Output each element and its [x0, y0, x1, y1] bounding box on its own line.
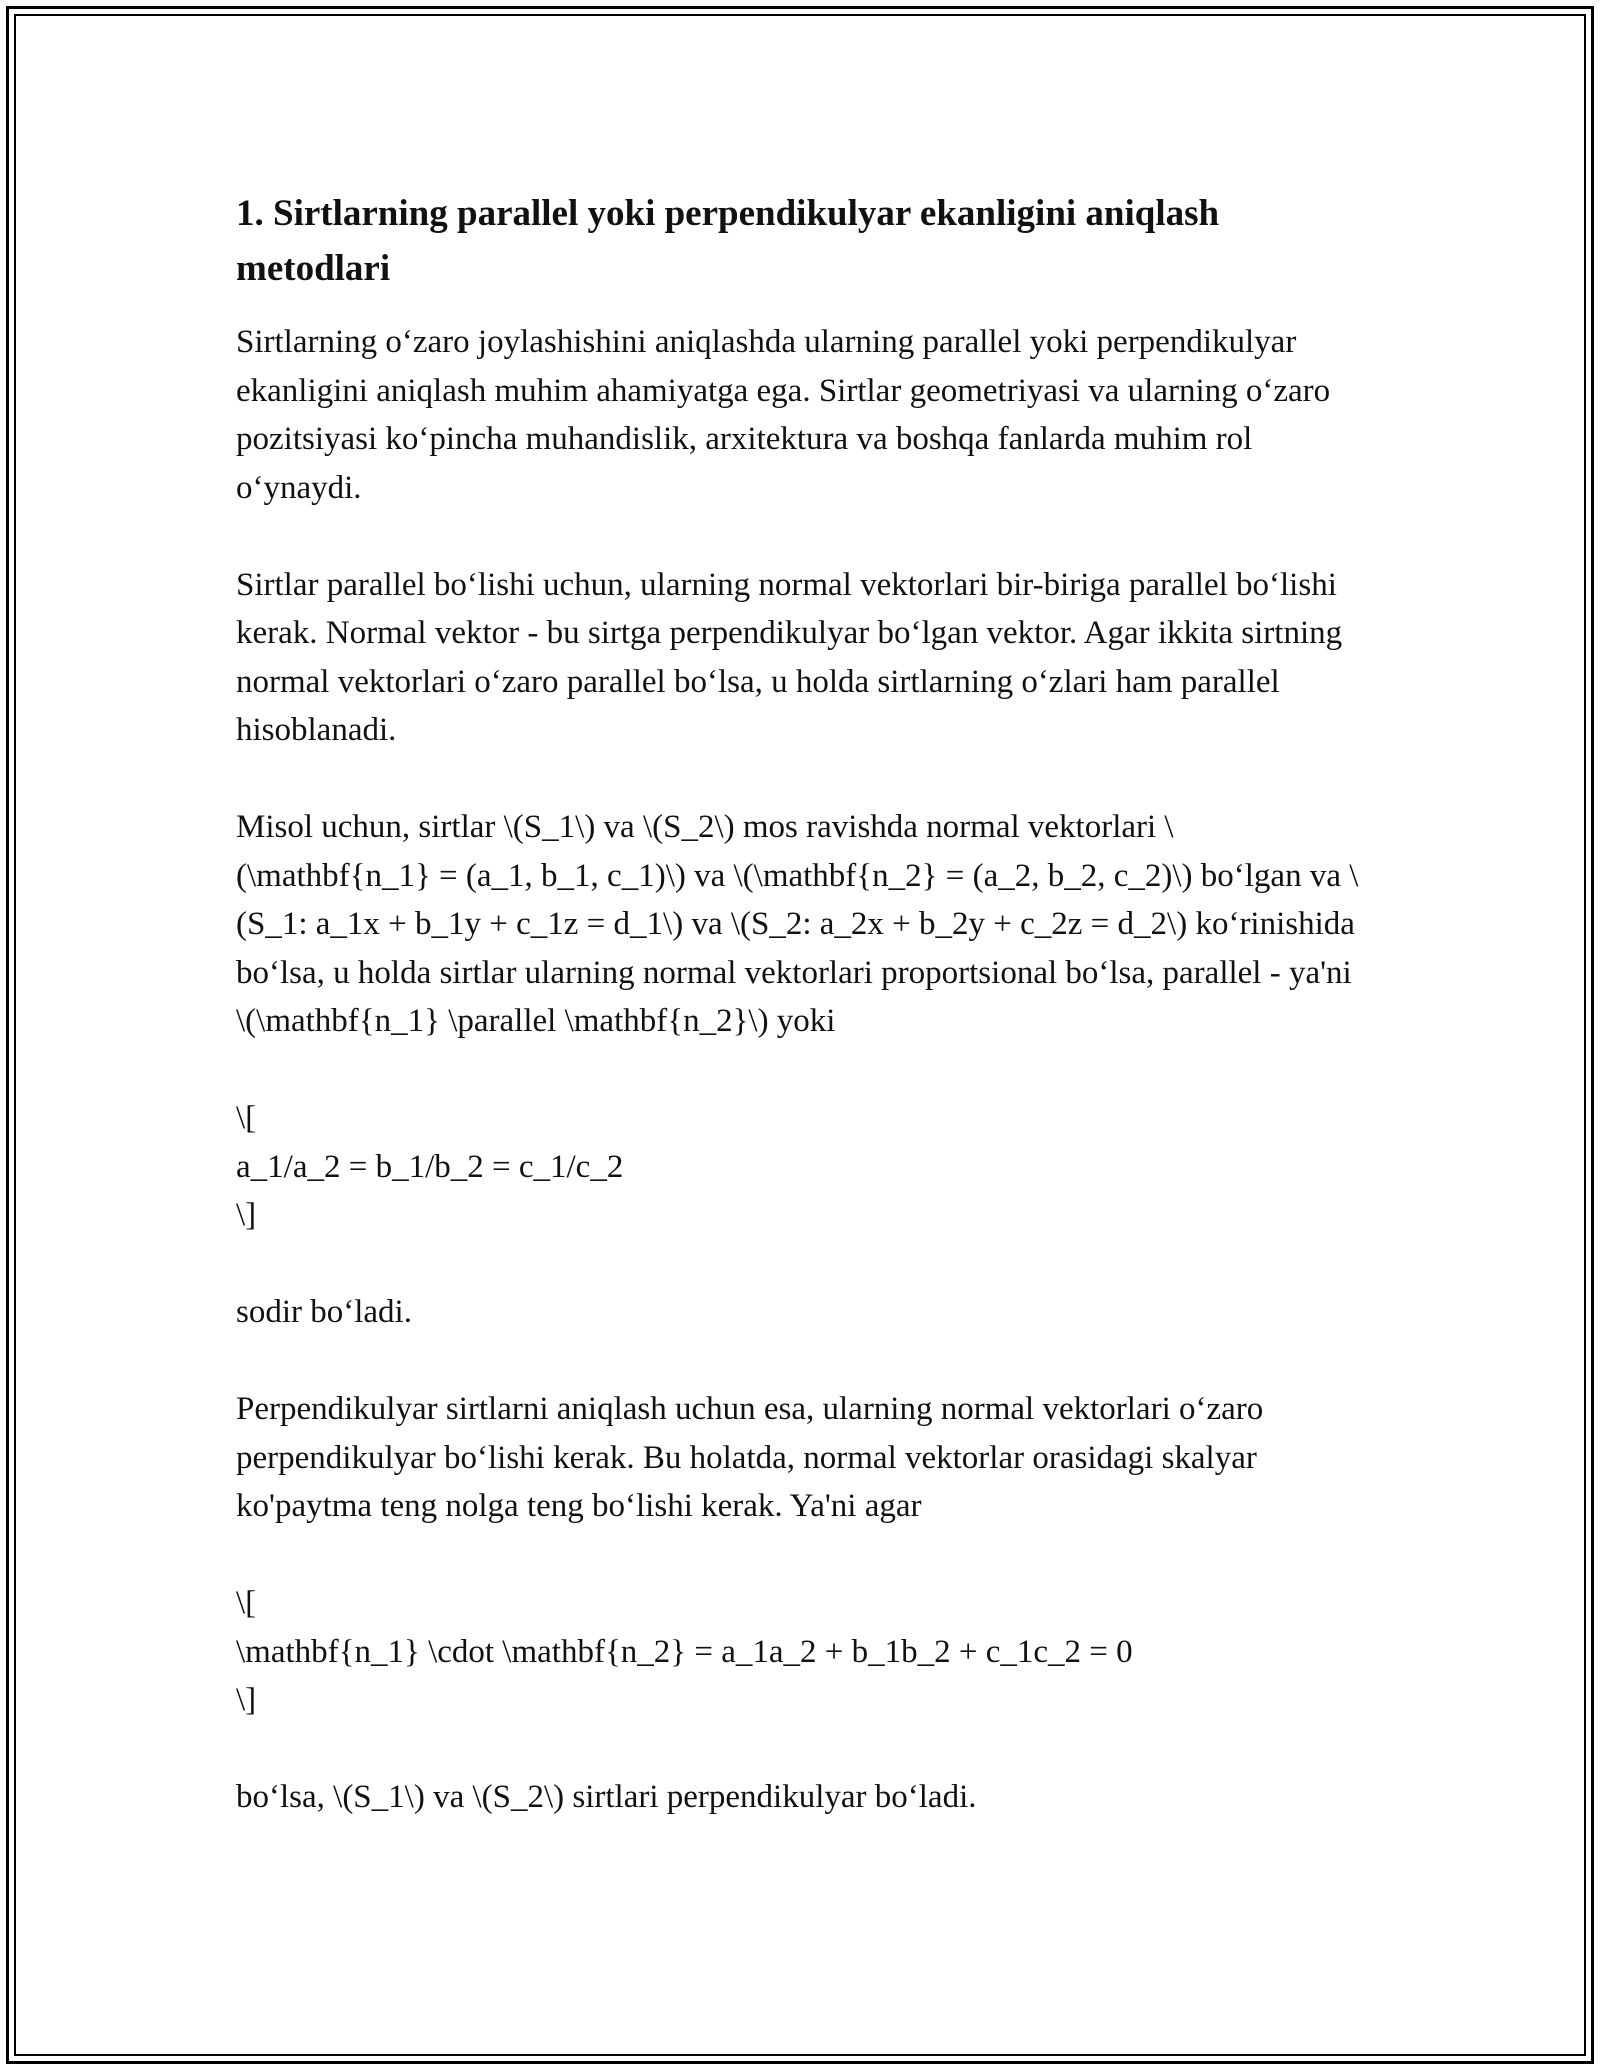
paragraph-conclusion: bo‘lsa, \(S_1\) va \(S_2\) sirtlari perpendikulyar bo‘ladi.	[236, 1779, 977, 1815]
paragraph-example: Misol uchun, sirtlar \(S_1\) va \(S_2\) mos ravishda normal vektorlari \(\mathbf{n_1} = (a_1, b_1, c_1)\) va \(\mathbf{n_2} = (a_2, b_2, c_2)\) bo‘lgan va \(S_1: a_1x + b_1y + c_1z = d_1\) va \(S_2: a_2x + b_2y + c_2z = d_2\) ko‘rinishida bo‘lsa, u holda sirtlar ularning normal vektorlari proportsional bo‘lsa, parallel - ya'ni \(\mathbf{n_1} \parallel \mathbf{n_2}\) yoki	[236, 809, 1359, 1039]
paragraph-parallel-condition: Sirtlar parallel bo‘lishi uchun, ularning normal vektorlari bir-biriga parallel bo‘lishi kerak. Normal vektor - bu sirtga perpendikulyar bo‘lgan vektor. Agar ikkita sirtning normal vektorlari o‘zaro parallel bo‘lsa, u holda sirtlarning o‘zlari ham parallel hisoblanadi.	[236, 566, 1343, 748]
formula-perpendicular: \[ \mathbf{n_1} \cdot \mathbf{n_2} = a_1a_2 + b_1b_2 + c_1c_2 = 0 \]	[236, 1585, 1133, 1718]
paragraph-gap	[236, 1337, 1364, 1386]
paragraph-gap	[236, 512, 1364, 561]
paragraph-gap	[236, 1046, 1364, 1095]
paragraph-perpendicular-condition: Perpendikulyar sirtlarni aniqlash uchun esa, ularning normal vektorlari o‘zaro perpendikulyar bo‘lishi kerak. Bu holatda, normal vektorlar orasidagi skalyar ko'paytma teng nolga teng bo‘lishi kerak. Ya'ni agar	[236, 1391, 1264, 1524]
paragraph-intro: Sirtlarning o‘zaro joylashishini aniqlashda ularning parallel yoki perpendikulyar ekanligini aniqlash muhim ahamiyatga ega. Sirtlar geometriyasi va ularning o‘zaro pozitsiyasi ko‘pincha muhandislik, arxitektura va boshqa fanlarda muhim rol o‘ynaydi.	[236, 324, 1331, 506]
document-body	[236, 186, 1364, 1822]
formula-parallel: \[ a_1/a_2 = b_1/b_2 = c_1/c_2 \]	[236, 1100, 624, 1233]
paragraph-gap	[236, 1725, 1364, 1774]
paragraph-gap	[236, 1240, 1364, 1289]
paragraph-gap	[236, 755, 1364, 804]
paragraph-sodir: sodir bo‘ladi.	[236, 1294, 412, 1330]
section-heading: 1. Sirtlarning parallel yoki perpendikulyar ekanligini aniqlash metodlari	[236, 193, 1220, 289]
paragraph-gap	[236, 1531, 1364, 1580]
